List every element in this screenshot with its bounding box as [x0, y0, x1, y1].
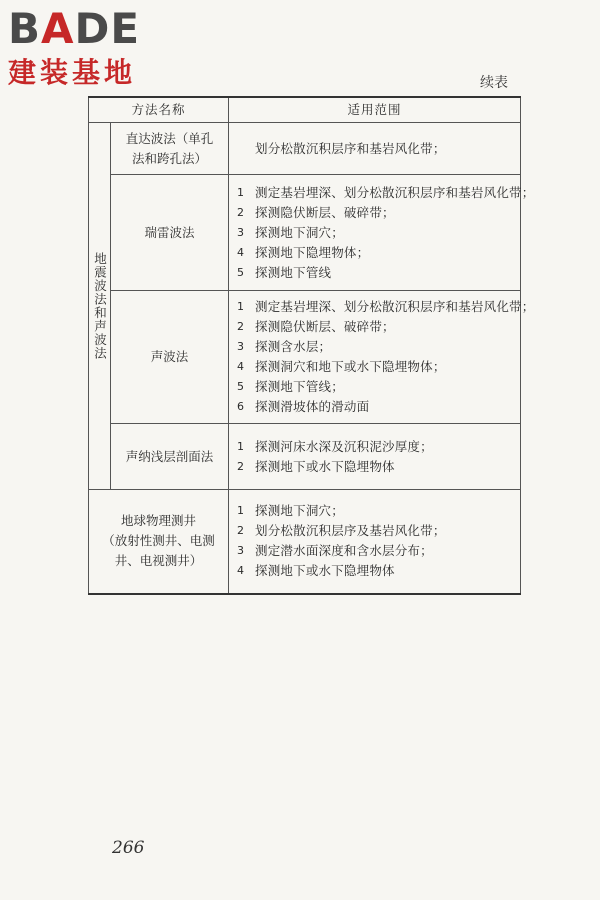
scope-item: 1 测定基岩埋深、划分松散沉积层序和基岩风化带； [237, 184, 535, 200]
scope-item: 2 划分松散沉积层序及基岩风化带； [237, 523, 446, 539]
scope-cell [229, 175, 535, 291]
logging-subtitle-2: 井、电视测井） [114, 553, 203, 569]
scope-item: 2 探测隐伏断层、破碎带； [237, 204, 395, 220]
scope-cell [229, 291, 535, 424]
scope-cell [229, 123, 521, 175]
logo-subtitle: 建装基地 [8, 56, 137, 89]
scope-item: 3 探测含水层； [237, 339, 332, 354]
scope-item: 4 探测地下或水下隐埋物体 [237, 563, 395, 579]
method-table [88, 96, 535, 595]
scope-item: 1 探测河床水深及沉积泥沙厚度； [237, 438, 433, 454]
continuation-label: 续表 [480, 75, 508, 91]
brand-logo [8, 6, 178, 90]
method-name: 直达波法（单孔法和跨孔法） [111, 123, 229, 175]
scope-item: 3 探测地下洞穴； [237, 224, 344, 240]
page-number: 266 [112, 838, 145, 858]
scope-item: 5 探测地下管线 [237, 264, 332, 280]
logging-subtitle-1: （放射性测井、电测 [102, 533, 215, 549]
table-row [89, 123, 521, 175]
header-method-name: 方法名称 [89, 97, 229, 123]
method-name: 声纳浅层剖面法 [111, 424, 229, 490]
scope-item: 2 探测隐伏断层、破碎带； [237, 319, 395, 334]
scope-cell [229, 424, 521, 490]
scope-cell [229, 490, 521, 594]
table-row [89, 424, 521, 490]
scope-item: 4 探测地下隐埋物体； [237, 244, 370, 260]
scope-item: 2 探测地下或水下隐埋物体 [237, 458, 395, 474]
scope-item: 6 探测滑坡体的滑动面 [237, 399, 370, 414]
table-header-row [89, 97, 521, 123]
table-row [89, 291, 521, 424]
method-name: 声波法 [111, 291, 229, 424]
header-scope: 适用范围 [229, 97, 521, 123]
scope-item: 4 探测洞穴和地下或水下隐埋物体； [237, 359, 446, 374]
scope-item: 1 测定基岩埋深、划分松散沉积层序和基岩风化带； [237, 299, 535, 314]
scope-item: 划分松散沉积层序和基岩风化带； [255, 140, 446, 156]
scope-item: 3 测定潜水面深度和含水层分布； [237, 543, 433, 559]
scope-item: 1 探测地下洞穴； [237, 503, 344, 519]
table-row [89, 490, 521, 594]
table-row [89, 175, 521, 291]
method-name: 瑞雷波法 [111, 175, 229, 291]
logo-brand-text: BADE [8, 4, 141, 53]
group-label: 地震波法和声波法 [89, 123, 111, 490]
scope-item: 5 探测地下管线； [237, 379, 344, 394]
method-name-logging [89, 490, 229, 594]
logging-title: 地球物理测井 [121, 513, 197, 529]
